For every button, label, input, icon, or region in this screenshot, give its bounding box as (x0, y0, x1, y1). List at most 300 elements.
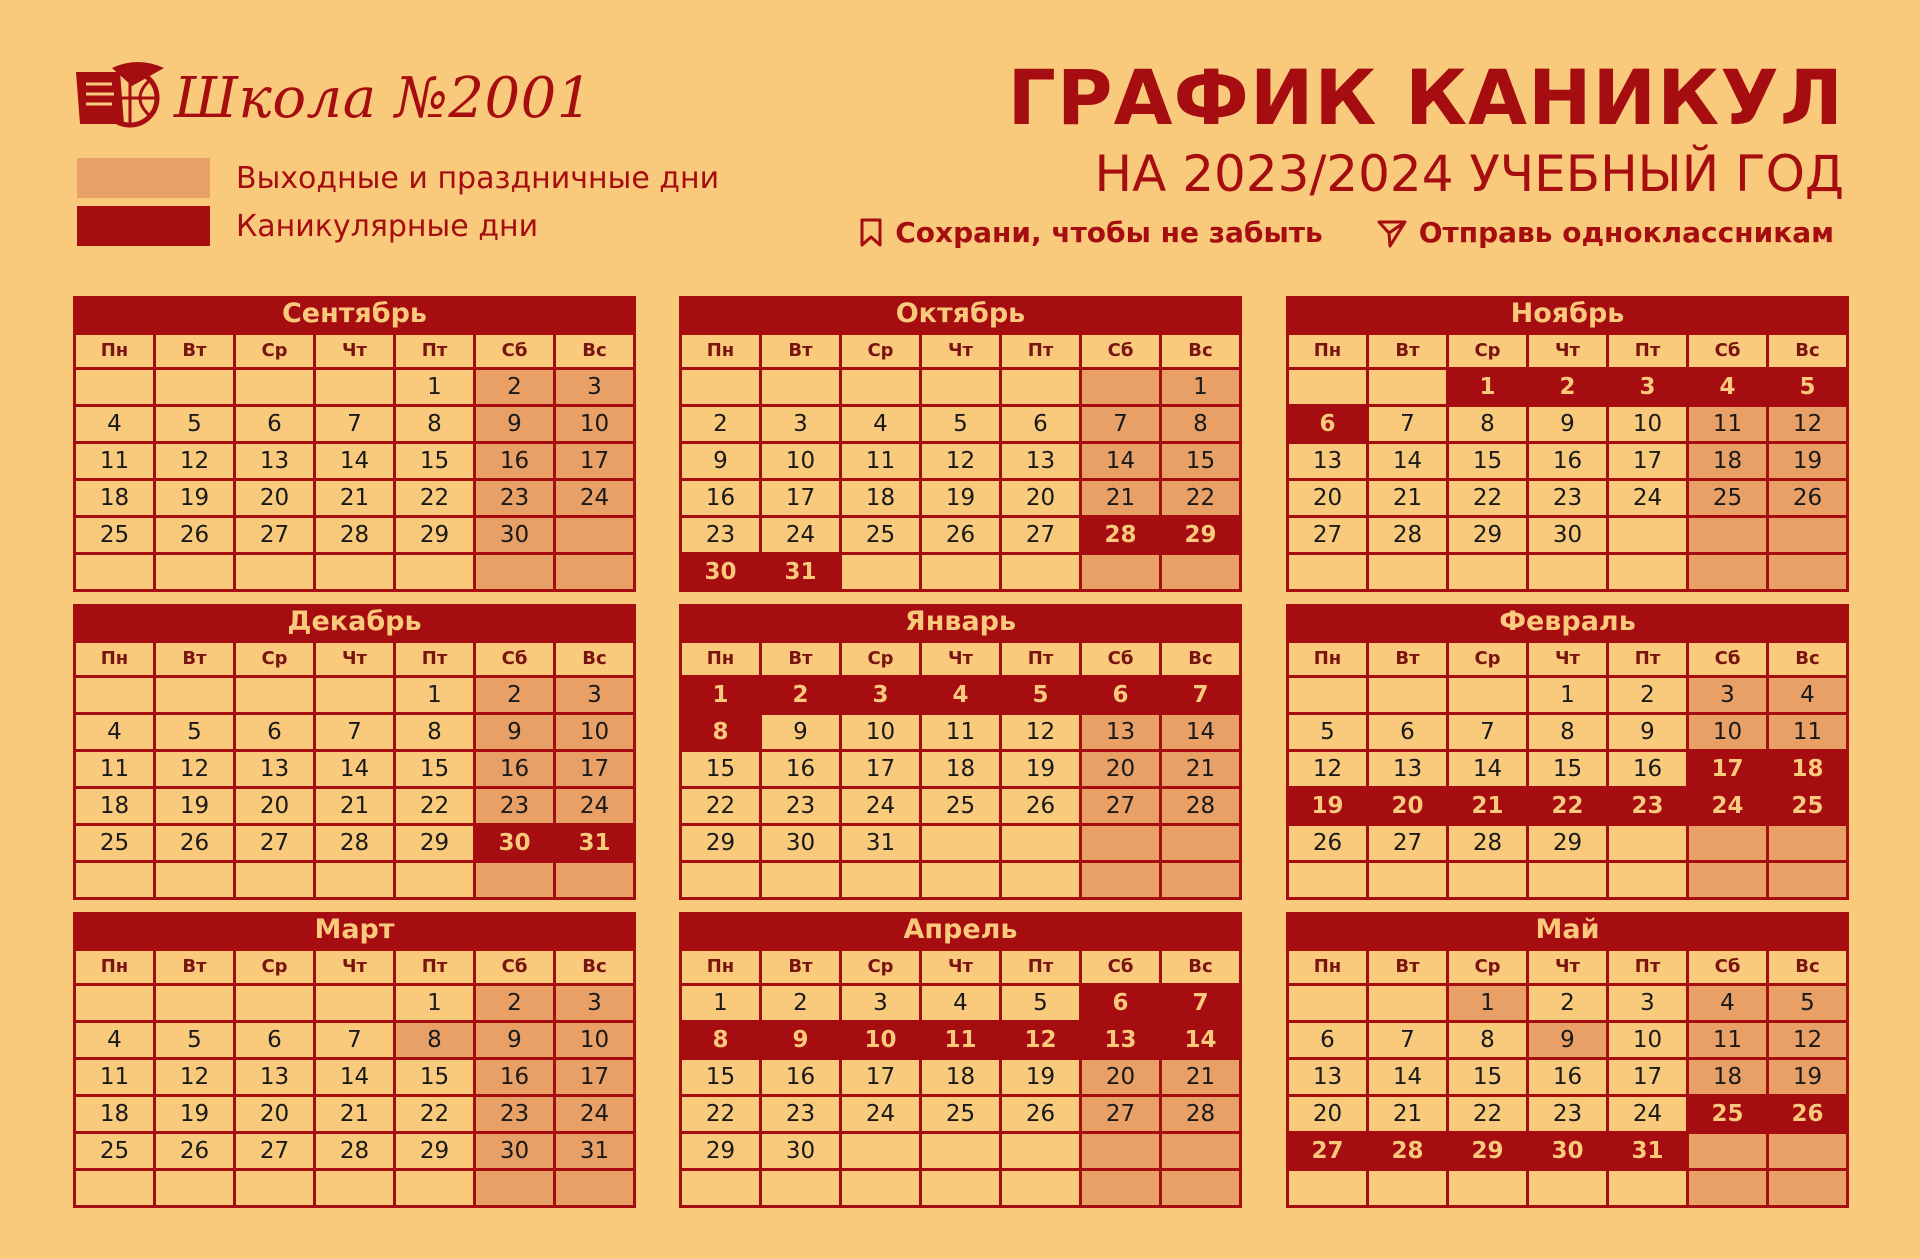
empty-day-cell (1369, 678, 1449, 715)
day-cell: 31 (556, 1134, 636, 1171)
day-cell: 23 (1529, 1097, 1609, 1134)
empty-day-cell (922, 826, 1002, 863)
calendar-grid (73, 296, 1849, 1216)
empty-day-cell (1289, 863, 1369, 900)
weekday-header: Пт (1609, 643, 1689, 678)
day-cell: 18 (922, 1060, 1002, 1097)
day-cell: 21 (1162, 1060, 1242, 1097)
month-days-grid (1286, 948, 1849, 1208)
day-cell: 14 (316, 444, 396, 481)
day-cell: 16 (476, 444, 556, 481)
day-cell: 1 (1162, 370, 1242, 407)
empty-day-cell (1609, 826, 1689, 863)
empty-day-cell (1769, 826, 1849, 863)
day-cell: 20 (1289, 481, 1369, 518)
day-cell: 19 (156, 789, 236, 826)
month-title: Ноябрь (1286, 296, 1849, 332)
weekday-header: Пн (682, 951, 762, 986)
day-cell: 13 (1369, 752, 1449, 789)
day-cell: 9 (682, 444, 762, 481)
empty-day-cell (1529, 1171, 1609, 1208)
weekday-header: Ср (842, 643, 922, 678)
day-cell: 12 (1769, 1023, 1849, 1060)
day-cell: 6 (236, 715, 316, 752)
day-cell: 5 (156, 715, 236, 752)
day-cell: 6 (236, 407, 316, 444)
empty-day-cell (76, 370, 156, 407)
legend-item-weekend (77, 158, 719, 198)
empty-day-cell (76, 678, 156, 715)
day-cell: 3 (556, 986, 636, 1023)
empty-day-cell (1162, 555, 1242, 592)
weekday-header: Вс (1162, 643, 1242, 678)
day-cell: 7 (1082, 407, 1162, 444)
empty-day-cell (1369, 986, 1449, 1023)
day-cell: 31 (1609, 1134, 1689, 1171)
day-cell: 3 (842, 678, 922, 715)
day-cell: 20 (1082, 1060, 1162, 1097)
day-cell: 27 (1369, 826, 1449, 863)
day-cell: 11 (842, 444, 922, 481)
month-days-grid (679, 948, 1242, 1208)
weekday-header: Пн (682, 643, 762, 678)
day-cell: 7 (1449, 715, 1529, 752)
day-cell: 21 (1082, 481, 1162, 518)
month-title: Декабрь (73, 604, 636, 640)
month-calendar (73, 296, 636, 592)
day-cell: 26 (1002, 1097, 1082, 1134)
weekday-header: Чт (316, 951, 396, 986)
empty-day-cell (1002, 863, 1082, 900)
empty-day-cell (922, 555, 1002, 592)
empty-day-cell (316, 986, 396, 1023)
empty-day-cell (396, 863, 476, 900)
day-cell: 4 (76, 407, 156, 444)
day-cell: 22 (682, 1097, 762, 1134)
day-cell: 26 (1769, 481, 1849, 518)
day-cell: 17 (1689, 752, 1769, 789)
empty-day-cell (236, 678, 316, 715)
day-cell: 30 (476, 518, 556, 555)
day-cell: 10 (762, 444, 842, 481)
day-cell: 27 (1082, 1097, 1162, 1134)
day-cell: 17 (1609, 444, 1689, 481)
empty-day-cell (1082, 370, 1162, 407)
day-cell: 22 (1529, 789, 1609, 826)
weekday-header: Чт (1529, 335, 1609, 370)
empty-day-cell (1369, 370, 1449, 407)
actions (859, 216, 1834, 249)
day-cell: 1 (1529, 678, 1609, 715)
empty-day-cell (1082, 555, 1162, 592)
weekday-header: Вс (556, 335, 636, 370)
day-cell: 6 (1289, 407, 1369, 444)
day-cell: 12 (922, 444, 1002, 481)
day-cell: 27 (236, 826, 316, 863)
day-cell: 6 (1369, 715, 1449, 752)
empty-day-cell (1609, 1171, 1689, 1208)
day-cell: 7 (316, 1023, 396, 1060)
empty-day-cell (1289, 555, 1369, 592)
day-cell: 22 (1449, 1097, 1529, 1134)
day-cell: 22 (1162, 481, 1242, 518)
day-cell: 4 (1689, 370, 1769, 407)
day-cell: 9 (762, 715, 842, 752)
day-cell: 26 (1002, 789, 1082, 826)
day-cell: 23 (762, 1097, 842, 1134)
save-action[interactable] (859, 216, 1323, 249)
empty-day-cell (1689, 826, 1769, 863)
day-cell: 8 (1162, 407, 1242, 444)
weekday-header: Чт (922, 951, 1002, 986)
day-cell: 10 (556, 715, 636, 752)
day-cell: 12 (1769, 407, 1849, 444)
weekday-header: Ср (842, 335, 922, 370)
day-cell: 25 (76, 518, 156, 555)
weekday-header: Вс (556, 951, 636, 986)
empty-day-cell (236, 555, 316, 592)
day-cell: 20 (236, 789, 316, 826)
day-cell: 13 (236, 752, 316, 789)
day-cell: 10 (556, 407, 636, 444)
day-cell: 10 (842, 1023, 922, 1060)
empty-day-cell (556, 518, 636, 555)
day-cell: 25 (842, 518, 922, 555)
day-cell: 24 (556, 789, 636, 826)
day-cell: 21 (1449, 789, 1529, 826)
day-cell: 29 (396, 1134, 476, 1171)
day-cell: 16 (1529, 444, 1609, 481)
weekday-header: Ср (1449, 643, 1529, 678)
day-cell: 16 (476, 1060, 556, 1097)
day-cell: 16 (762, 1060, 842, 1097)
day-cell: 30 (682, 555, 762, 592)
empty-day-cell (922, 863, 1002, 900)
day-cell: 6 (1002, 407, 1082, 444)
day-cell: 25 (1689, 1097, 1769, 1134)
empty-day-cell (1162, 863, 1242, 900)
empty-day-cell (316, 555, 396, 592)
day-cell: 27 (1289, 1134, 1369, 1171)
weekday-header: Сб (1689, 951, 1769, 986)
weekday-header: Сб (476, 951, 556, 986)
day-cell: 17 (556, 752, 636, 789)
empty-day-cell (556, 1171, 636, 1208)
empty-day-cell (1609, 518, 1689, 555)
bookmark-icon (859, 218, 883, 248)
empty-day-cell (1769, 1134, 1849, 1171)
weekday-header: Вт (762, 643, 842, 678)
empty-day-cell (396, 555, 476, 592)
month-calendar (1286, 604, 1849, 900)
empty-day-cell (476, 863, 556, 900)
page-subtitle: НА 2023/2024 УЧЕБНЫЙ ГОД (1094, 145, 1844, 203)
day-cell: 6 (1289, 1023, 1369, 1060)
day-cell: 10 (556, 1023, 636, 1060)
empty-day-cell (1082, 826, 1162, 863)
send-action[interactable] (1377, 216, 1834, 249)
day-cell: 29 (682, 826, 762, 863)
empty-day-cell (1162, 826, 1242, 863)
empty-day-cell (1449, 1171, 1529, 1208)
day-cell: 31 (762, 555, 842, 592)
day-cell: 18 (76, 481, 156, 518)
day-cell: 16 (1609, 752, 1689, 789)
day-cell: 27 (236, 1134, 316, 1171)
weekday-header: Ср (236, 335, 316, 370)
day-cell: 4 (76, 1023, 156, 1060)
weekday-header: Пт (1002, 951, 1082, 986)
empty-day-cell (682, 370, 762, 407)
weekday-header: Вс (1769, 951, 1849, 986)
weekday-header: Ср (1449, 951, 1529, 986)
day-cell: 24 (842, 789, 922, 826)
weekday-header: Пн (682, 335, 762, 370)
weekday-header: Чт (1529, 951, 1609, 986)
weekday-header: Чт (922, 335, 1002, 370)
legend (77, 158, 719, 254)
day-cell: 21 (1369, 1097, 1449, 1134)
weekday-header: Вт (762, 951, 842, 986)
day-cell: 20 (1289, 1097, 1369, 1134)
day-cell: 3 (1609, 370, 1689, 407)
save-action-label: Сохрани, чтобы не забыть (895, 216, 1323, 249)
day-cell: 2 (1529, 370, 1609, 407)
day-cell: 3 (556, 370, 636, 407)
day-cell: 29 (396, 826, 476, 863)
empty-day-cell (156, 555, 236, 592)
weekday-header: Пт (396, 643, 476, 678)
weekday-header: Пт (396, 335, 476, 370)
empty-day-cell (1529, 555, 1609, 592)
day-cell: 12 (1002, 1023, 1082, 1060)
day-cell: 8 (396, 1023, 476, 1060)
day-cell: 9 (476, 1023, 556, 1060)
empty-day-cell (316, 863, 396, 900)
day-cell: 11 (76, 752, 156, 789)
month-days-grid (73, 640, 636, 900)
day-cell: 19 (156, 481, 236, 518)
weekday-header: Чт (1529, 643, 1609, 678)
day-cell: 19 (156, 1097, 236, 1134)
month-days-grid (73, 948, 636, 1208)
empty-day-cell (922, 1134, 1002, 1171)
day-cell: 9 (476, 407, 556, 444)
day-cell: 9 (1609, 715, 1689, 752)
weekday-header: Вт (156, 951, 236, 986)
day-cell: 8 (1529, 715, 1609, 752)
day-cell: 24 (1689, 789, 1769, 826)
day-cell: 30 (762, 826, 842, 863)
day-cell: 31 (842, 826, 922, 863)
empty-day-cell (1082, 1134, 1162, 1171)
empty-day-cell (1369, 1171, 1449, 1208)
day-cell: 10 (842, 715, 922, 752)
weekday-header: Чт (316, 335, 396, 370)
day-cell: 10 (1609, 1023, 1689, 1060)
day-cell: 6 (1082, 986, 1162, 1023)
day-cell: 30 (476, 826, 556, 863)
day-cell: 30 (1529, 518, 1609, 555)
day-cell: 1 (396, 370, 476, 407)
day-cell: 27 (1002, 518, 1082, 555)
weekday-header: Сб (1689, 643, 1769, 678)
weekday-header: Ср (1449, 335, 1529, 370)
day-cell: 13 (1002, 444, 1082, 481)
empty-day-cell (1289, 986, 1369, 1023)
empty-day-cell (316, 370, 396, 407)
day-cell: 8 (1449, 1023, 1529, 1060)
weekday-header: Сб (476, 643, 556, 678)
day-cell: 2 (762, 678, 842, 715)
day-cell: 1 (396, 678, 476, 715)
empty-day-cell (476, 1171, 556, 1208)
day-cell: 9 (1529, 407, 1609, 444)
day-cell: 26 (922, 518, 1002, 555)
day-cell: 2 (476, 678, 556, 715)
day-cell: 26 (1289, 826, 1369, 863)
day-cell: 24 (842, 1097, 922, 1134)
day-cell: 7 (1162, 986, 1242, 1023)
day-cell: 16 (1529, 1060, 1609, 1097)
day-cell: 22 (396, 789, 476, 826)
day-cell: 8 (396, 407, 476, 444)
weekday-header: Пн (1289, 951, 1369, 986)
day-cell: 28 (1369, 1134, 1449, 1171)
day-cell: 4 (1689, 986, 1769, 1023)
send-icon (1377, 218, 1407, 248)
day-cell: 15 (1162, 444, 1242, 481)
day-cell: 20 (1082, 752, 1162, 789)
day-cell: 7 (1369, 1023, 1449, 1060)
day-cell: 2 (1609, 678, 1689, 715)
day-cell: 28 (1449, 826, 1529, 863)
day-cell: 14 (1162, 1023, 1242, 1060)
weekday-header: Чт (316, 643, 396, 678)
day-cell: 13 (1289, 444, 1369, 481)
day-cell: 7 (1162, 678, 1242, 715)
day-cell: 28 (1162, 789, 1242, 826)
day-cell: 11 (1689, 407, 1769, 444)
day-cell: 27 (1289, 518, 1369, 555)
day-cell: 20 (236, 1097, 316, 1134)
day-cell: 3 (1689, 678, 1769, 715)
day-cell: 17 (1609, 1060, 1689, 1097)
empty-day-cell (1689, 555, 1769, 592)
day-cell: 21 (1369, 481, 1449, 518)
empty-day-cell (1289, 1171, 1369, 1208)
weekday-header: Ср (236, 643, 316, 678)
weekday-header: Вс (556, 643, 636, 678)
weekday-header: Вт (1369, 643, 1449, 678)
send-action-label: Отправь одноклассникам (1418, 216, 1834, 249)
day-cell: 5 (1289, 715, 1369, 752)
empty-day-cell (156, 370, 236, 407)
day-cell: 6 (236, 1023, 316, 1060)
empty-day-cell (1002, 1134, 1082, 1171)
school-name: Школа №2001 (174, 65, 593, 131)
empty-day-cell (682, 863, 762, 900)
day-cell: 24 (556, 1097, 636, 1134)
day-cell: 2 (682, 407, 762, 444)
day-cell: 25 (1769, 789, 1849, 826)
day-cell: 19 (1769, 1060, 1849, 1097)
day-cell: 19 (1769, 444, 1849, 481)
day-cell: 8 (396, 715, 476, 752)
empty-day-cell (1769, 1171, 1849, 1208)
empty-day-cell (842, 1134, 922, 1171)
empty-day-cell (1002, 370, 1082, 407)
day-cell: 13 (1289, 1060, 1369, 1097)
day-cell: 4 (1769, 678, 1849, 715)
day-cell: 26 (156, 1134, 236, 1171)
day-cell: 19 (1289, 789, 1369, 826)
day-cell: 26 (156, 826, 236, 863)
day-cell: 16 (682, 481, 762, 518)
school-logo (72, 58, 593, 138)
day-cell: 3 (1609, 986, 1689, 1023)
empty-day-cell (76, 863, 156, 900)
empty-day-cell (1609, 863, 1689, 900)
weekday-header: Пт (1002, 643, 1082, 678)
month-days-grid (73, 332, 636, 592)
day-cell: 23 (476, 1097, 556, 1134)
month-title: Февраль (1286, 604, 1849, 640)
day-cell: 11 (76, 444, 156, 481)
day-cell: 15 (396, 1060, 476, 1097)
empty-day-cell (156, 678, 236, 715)
day-cell: 18 (76, 1097, 156, 1134)
day-cell: 25 (1689, 481, 1769, 518)
day-cell: 15 (682, 752, 762, 789)
day-cell: 29 (1162, 518, 1242, 555)
day-cell: 18 (76, 789, 156, 826)
empty-day-cell (1689, 518, 1769, 555)
day-cell: 5 (1002, 986, 1082, 1023)
day-cell: 14 (1449, 752, 1529, 789)
day-cell: 2 (1529, 986, 1609, 1023)
day-cell: 24 (1609, 1097, 1689, 1134)
day-cell: 17 (842, 752, 922, 789)
day-cell: 14 (1369, 444, 1449, 481)
empty-day-cell (1689, 1134, 1769, 1171)
day-cell: 2 (476, 986, 556, 1023)
weekday-header: Пт (1609, 335, 1689, 370)
empty-day-cell (1769, 863, 1849, 900)
month-title: Октябрь (679, 296, 1242, 332)
day-cell: 29 (1529, 826, 1609, 863)
weekday-header: Вт (1369, 951, 1449, 986)
day-cell: 10 (1689, 715, 1769, 752)
month-calendar (679, 912, 1242, 1208)
weekday-header: Пн (1289, 335, 1369, 370)
day-cell: 11 (76, 1060, 156, 1097)
empty-day-cell (76, 986, 156, 1023)
page-title: ГРАФИК КАНИКУЛ (1007, 53, 1844, 142)
empty-day-cell (556, 555, 636, 592)
legend-swatch-weekend (77, 158, 210, 198)
day-cell: 9 (762, 1023, 842, 1060)
title-block (1007, 53, 1845, 208)
day-cell: 18 (1689, 1060, 1769, 1097)
day-cell: 24 (762, 518, 842, 555)
empty-day-cell (76, 555, 156, 592)
weekday-header: Пн (76, 335, 156, 370)
legend-label-weekend: Выходные и праздничные дни (236, 160, 720, 196)
day-cell: 11 (922, 1023, 1002, 1060)
day-cell: 1 (396, 986, 476, 1023)
weekday-header: Сб (1082, 643, 1162, 678)
